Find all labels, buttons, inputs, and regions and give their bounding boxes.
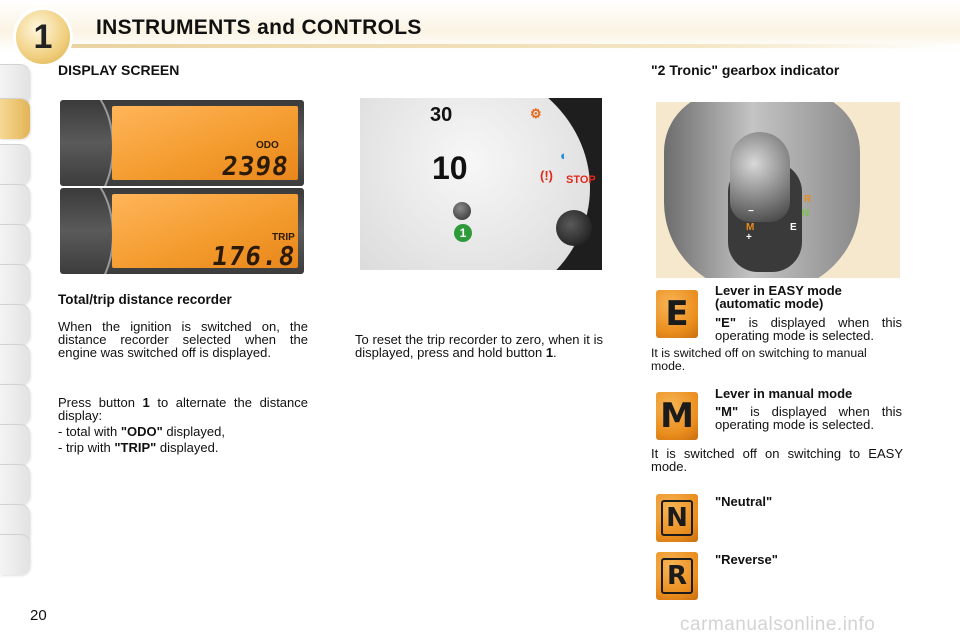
- engine-warning-icon: ⚙: [530, 106, 542, 121]
- easy-mode-text: [715, 316, 902, 342]
- manual-mode-title: Lever in manual mode: [715, 386, 853, 401]
- instrument-cluster-photo: [360, 98, 602, 270]
- needle-hub: [556, 210, 592, 246]
- manual-mode-note: It is switched off on switching to EASY mode.: [651, 446, 903, 474]
- chapter-tab[interactable]: [0, 384, 30, 425]
- lcd-screen: [112, 194, 298, 272]
- chapter-tab-active[interactable]: [0, 98, 30, 139]
- chapter-tab[interactable]: [0, 144, 30, 185]
- chapter-tab[interactable]: [0, 464, 30, 505]
- manual-indicator: "M": [715, 404, 739, 419]
- odo-value: 2398: [219, 152, 291, 182]
- neutral-label: "Neutral": [715, 494, 773, 509]
- chapter-tab[interactable]: [0, 224, 30, 265]
- gear-r-label: R: [804, 194, 812, 205]
- chapter-tabs: [0, 64, 34, 576]
- odo-display-photo: [60, 100, 304, 186]
- list-text: displayed.: [156, 440, 219, 455]
- para-text: is displayed when this operating mode is selected.: [715, 404, 902, 432]
- page-title: INSTRUMENTS and CONTROLS: [96, 16, 422, 39]
- easy-mode-note: It is switched off on switching to manual mode.: [651, 346, 867, 373]
- list-bold: "ODO": [120, 424, 163, 439]
- dial-number-10: 10: [432, 150, 468, 186]
- chapter-tab[interactable]: [0, 184, 30, 225]
- gear-lever-photo: [656, 102, 900, 278]
- button-ref: 1: [545, 345, 554, 360]
- trip-reset-button[interactable]: [453, 202, 471, 220]
- trip-label: TRIP: [272, 232, 295, 243]
- chapter-badge: 1: [16, 10, 70, 64]
- dial-arc: [60, 188, 114, 274]
- list-text: - total with: [58, 424, 121, 439]
- list-item-odo: [58, 425, 225, 438]
- ignition-paragraph: When the ignition is switched on, the distance recorder selected when the engine was switched off is displayed.: [58, 319, 308, 360]
- dial-arc: [60, 100, 114, 186]
- brake-warning-icon: (!): [540, 168, 553, 183]
- chapter-tab[interactable]: [0, 344, 30, 385]
- headlight-icon: ◐: [560, 148, 568, 163]
- list-bold: "TRIP": [114, 440, 157, 455]
- lcd-screen: [112, 106, 298, 180]
- press-button-paragraph: [58, 396, 308, 422]
- section-title-gearbox: "2 Tronic" gearbox indicator: [651, 62, 840, 78]
- trip-display-photo: [60, 188, 304, 274]
- subtitle-distance-recorder: Total/trip distance recorder: [58, 292, 232, 307]
- para-text: To reset the trip recorder to zero, when it is displayed, press and hold button: [355, 332, 603, 360]
- stop-warning-icon: STOP: [566, 174, 596, 186]
- gear-plus-label: +: [746, 232, 752, 243]
- manual-mode-icon: M: [656, 392, 698, 440]
- chapter-tab[interactable]: [0, 534, 30, 575]
- speedometer-dial: [360, 98, 590, 270]
- watermark: carmanualsonline.info: [680, 614, 876, 635]
- page-number: 20: [30, 607, 47, 624]
- easy-mode-icon: E: [656, 290, 698, 338]
- button-1-badge: 1: [454, 224, 472, 242]
- manual-mode-text: [715, 405, 902, 431]
- chapter-tab[interactable]: [0, 304, 30, 345]
- list-item-trip: [58, 441, 218, 454]
- gear-e-label: E: [790, 222, 797, 233]
- list-text: - trip with: [58, 440, 115, 455]
- button-ref: 1: [142, 395, 150, 410]
- dial-number-30: 30: [430, 104, 453, 126]
- section-title-display: DISPLAY SCREEN: [58, 62, 180, 78]
- list-text: displayed,: [162, 424, 225, 439]
- easy-mode-title: Lever in EASY mode (automatic mode): [715, 283, 842, 311]
- header-rule: [60, 44, 960, 48]
- reset-paragraph: [355, 333, 603, 359]
- reverse-label: "Reverse": [715, 552, 778, 567]
- neutral-icon: N: [656, 494, 698, 542]
- gear-n-label: N: [802, 208, 810, 219]
- para-text: Press button: [58, 395, 143, 410]
- easy-indicator: "E": [715, 315, 736, 330]
- gear-knob: [730, 132, 790, 222]
- para-text: is displayed when this operating mode is selected.: [715, 315, 902, 343]
- para-text: .: [553, 345, 557, 360]
- gear-m-label: M: [746, 222, 755, 233]
- chapter-tab[interactable]: [0, 264, 30, 305]
- para-text: to alternate the distance display:: [58, 395, 308, 423]
- chapter-tab[interactable]: [0, 424, 30, 465]
- odo-label: ODO: [256, 140, 279, 151]
- gear-minus-label: −: [748, 206, 754, 217]
- reverse-icon: R: [656, 552, 698, 600]
- trip-value: 176.8: [209, 242, 298, 272]
